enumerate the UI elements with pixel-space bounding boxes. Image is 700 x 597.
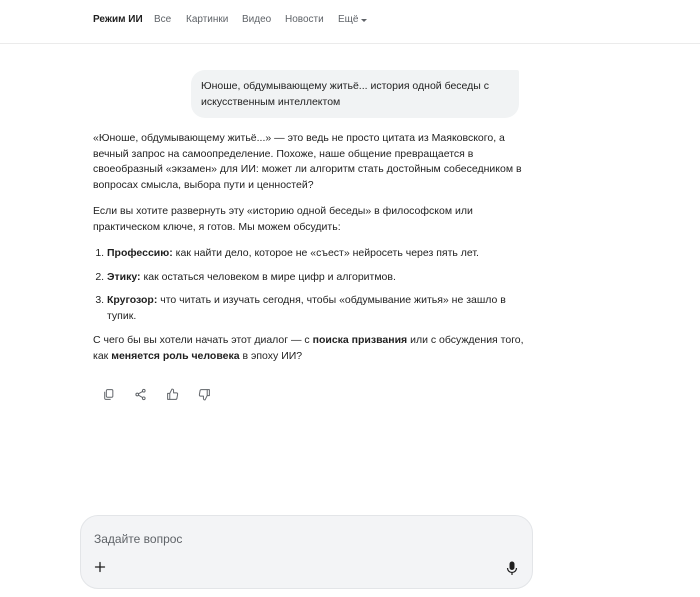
tab-more-label: Ещё	[338, 14, 359, 25]
user-message-bubble: Юноше, обдумывающему житьё... история одной беседы с искусственным интеллектом	[191, 70, 519, 118]
plus-icon	[94, 561, 106, 573]
question-input[interactable]	[94, 530, 494, 548]
answer-topic-list	[93, 246, 525, 324]
answer-paragraph-2: Если вы хотите развернуть эту «историю одной беседы» в философском или практическом ключе, я готов. Мы можем обсудить:	[93, 205, 473, 233]
list-item-text: как найти дело, которое не «съест» нейросеть через пять лет.	[172, 247, 479, 259]
tab-all[interactable]: Все	[154, 14, 172, 25]
like-button[interactable]	[164, 386, 180, 402]
tab-news[interactable]: Новости	[285, 14, 324, 25]
list-item	[107, 270, 525, 286]
answer-actions	[100, 385, 212, 403]
copy-button[interactable]	[100, 386, 116, 402]
caret-down-icon	[361, 19, 367, 22]
list-item	[107, 293, 525, 324]
thumbs-up-icon	[166, 388, 179, 401]
copy-icon	[102, 388, 115, 401]
answer-text: или с обсуждения того, как	[93, 334, 524, 362]
list-item-text: что читать и изучать сегодня, чтобы «обдумывание житья» не зашло в тупик.	[107, 294, 506, 322]
list-item-heading: Этику:	[107, 270, 141, 283]
list-item-heading: Профессию:	[107, 247, 173, 259]
answer-paragraph-3	[93, 333, 525, 364]
share-button[interactable]	[132, 386, 148, 402]
answer-emphasis: поиска призвания	[312, 334, 408, 346]
dislike-button[interactable]	[196, 386, 212, 402]
add-attachment-button[interactable]	[93, 560, 107, 574]
search-tabs-bar	[0, 0, 700, 44]
list-item	[107, 246, 525, 262]
thumbs-down-icon	[198, 388, 211, 401]
answer-paragraph-1: «Юноше, обдумывающему житьё...» — это ведь не просто цитата из Маяковского, а вечный запрос на самоопределение. Похоже, наше общение превращается в своеобразный «экзамен» для ИИ: может ли алгоритм стать достойным собеседником в вопросах смысла, выбора пути и ценностей?	[93, 132, 522, 191]
microphone-icon	[506, 561, 518, 576]
answer-emphasis: меняется роль человека	[111, 349, 240, 362]
ai-answer	[93, 131, 525, 375]
voice-input-button[interactable]	[505, 560, 519, 576]
list-item-text: как остаться человеком в мире цифр и алгоритмов.	[140, 270, 396, 283]
tab-videos[interactable]: Видео	[242, 14, 272, 25]
list-item-heading: Кругозор:	[107, 294, 158, 306]
answer-text: в эпоху ИИ?	[239, 349, 303, 362]
share-icon	[134, 388, 147, 401]
question-composer	[80, 515, 533, 589]
answer-text: С чего бы вы хотели начать этот диалог — с	[93, 334, 313, 346]
tab-more[interactable]	[338, 14, 367, 25]
tab-images[interactable]: Картинки	[186, 14, 229, 25]
tab-ai-mode[interactable]: Режим ИИ	[93, 14, 143, 25]
